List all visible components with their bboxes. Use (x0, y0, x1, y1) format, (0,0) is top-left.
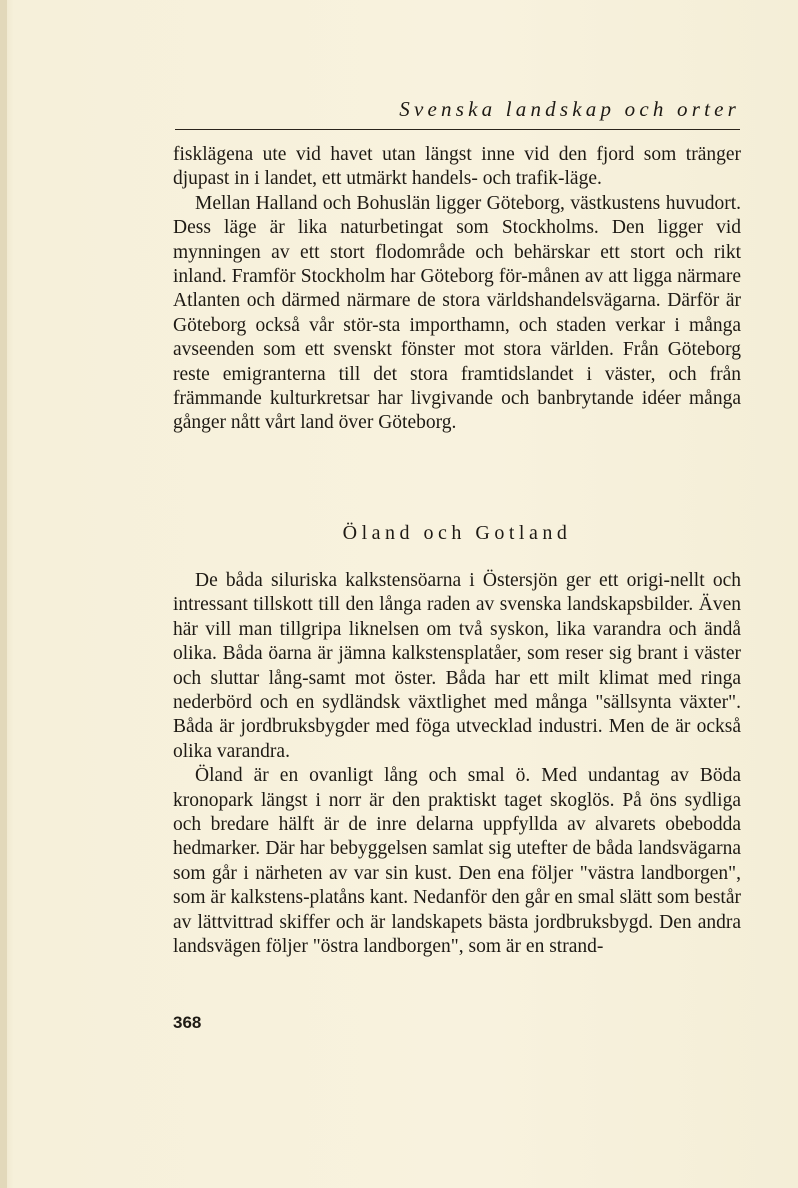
header-rule (175, 129, 740, 130)
running-head: Svenska landskap och orter (399, 97, 740, 121)
section-heading: Öland och Gotland (342, 522, 572, 544)
paragraph: fisklägena ute vid havet utan längst inne vid den fjord som tränger djupast in i landet, ett utmärkt handels- och trafik-läge. (173, 144, 741, 190)
paragraph: Öland är en ovanligt lång och smal ö. Med undantag av Böda kronopark längst i norr är den praktiskt taget skoglös. På öns sydliga och bredare hälft är de inre delarna uppfyllda av alvarets obebodda hedmarker. Där har bebyggelsen samlat sig utefter de båda landsvägarna som går i närheten av var sin kust. Den ena följer "västra landborgen", som är kalkstens-platåns kant. Nedanför den går en smal slätt som består av lättvittrad skiffer och är landskapets bästa jordbruksbygd. Den andra landsvägen följer "östra landborgen", som är en strand- (173, 765, 741, 958)
page-edge (0, 0, 7, 1188)
body-text-section (173, 569, 741, 960)
page-number: 368 (173, 1013, 202, 1032)
body-text-top (173, 143, 741, 436)
paragraph: Mellan Halland och Bohuslän ligger Göteborg, västkustens huvudort. Dess läge är lika naturbetingat som Stockholms. Den ligger vid mynningen av ett stort flodområde och behärskar ett stort och rikt inland. Framför Stockholm har Göteborg för-månen av att ligga närmare Atlanten och därmed närmare de stora världshandelsvägarna. Därför är Göteborg också vår stör-sta importhamn, och staden verkar i många avseenden som ett svenskt fönster mot stora världen. Från Göteborg reste emigranterna till det stora framtidslandet i väster, och från främmande kulturkretsar har livgivande och banbrytande idéer många gånger nått vårt land över Göteborg. (173, 192, 741, 434)
paragraph: De båda siluriska kalkstensöarna i Östersjön ger ett origi-nellt och intressant tillskott till den långa raden av svenska landskapsbilder. Även här vill man tillgripa liknelsen om två syskon, lika varandra och ändå olika. Båda öarna är jämna kalkstensplatåer, som reser sig brant i väster och sluttar lång-samt mot öster. Båda har ett milt klimat med ringa nederbörd och en sydländsk växtlighet med många "sällsynta växter". Båda är jordbruksbygder med föga utvecklad industri. Men de är också olika varandra. (173, 570, 741, 762)
